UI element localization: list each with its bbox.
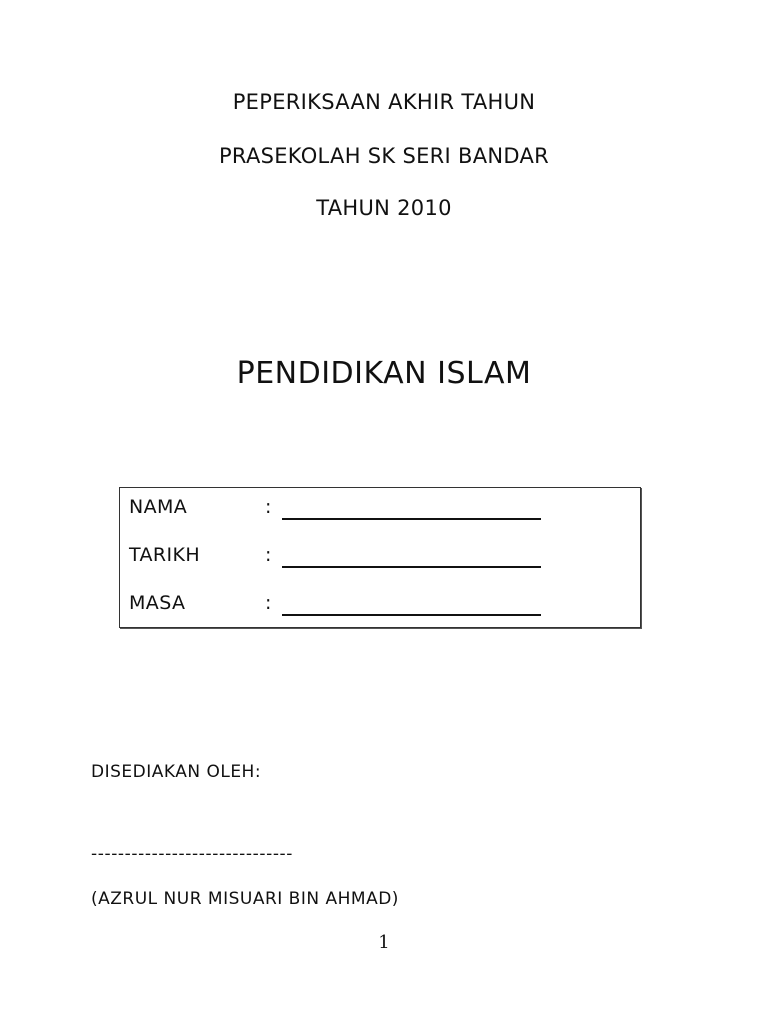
field-separator: : [265,544,272,566]
field-blank-masa[interactable] [282,592,541,616]
page-number: 1 [378,932,390,953]
field-label-tarikh: TARIKH [129,544,201,566]
field-label-nama: NAMA [129,496,188,518]
field-separator: : [265,496,272,518]
field-blank-nama[interactable] [282,496,541,520]
field-separator: : [265,592,272,614]
field-blank-tarikh[interactable] [282,544,541,568]
exam-year: TAHUN 2010 [316,196,452,220]
preparer-name: (AZRUL NUR MISUARI BIN AHMAD) [91,889,399,909]
school-name: PRASEKOLAH SK SERI BANDAR [218,144,550,168]
signature-line: ------------------------------ [91,844,294,864]
student-info-box [119,487,641,628]
exam-title: PEPERIKSAAN AKHIR TAHUN [232,90,536,114]
prepared-by-label: DISEDIAKAN OLEH: [91,762,262,782]
subject-title: PENDIDIKAN ISLAM [236,356,532,391]
field-label-masa: MASA [129,592,186,614]
